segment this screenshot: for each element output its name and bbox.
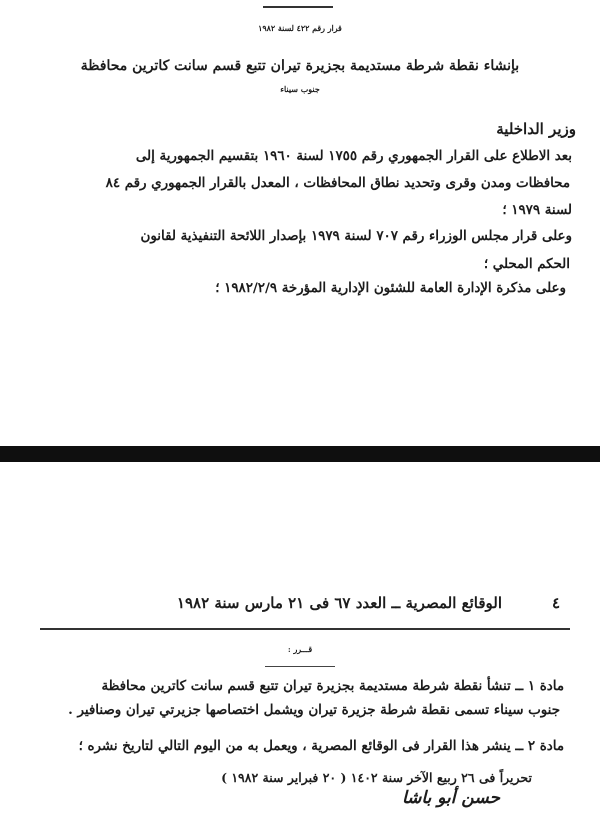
article-1-line-2: جنوب سيناء تسمى نقطة شرطة جزيرة تيران ويشمل اختصاصها جزيرتي تيران وصنافير .	[68, 702, 560, 718]
page-number: ٤	[551, 594, 560, 612]
preamble-line-3: لسنة ١٩٧٩ ؛	[502, 202, 572, 218]
gazette-header-text: الوقائع المصرية ــ العدد ٦٧ فى ٢١ مارس سنة ١٩٨٢	[176, 594, 502, 612]
minister-heading: وزير الداخلية	[496, 120, 576, 138]
preamble-line-6: وعلى مذكرة الإدارة العامة للشئون الإدارية المؤرخة ١٩٨٢/٢/٩ ؛	[215, 280, 566, 296]
preamble-line-1: بعد الاطلاع على القرار الجمهوري رقم ١٧٥٥ لسنة ١٩٦٠ بتقسيم الجمهورية إلى	[135, 148, 572, 164]
article-2: مادة ٢ ــ ينشر هذا القرار فى الوقائع المصرية ، ويعمل به من اليوم التالي لتاريخ نشره ؛	[78, 738, 564, 754]
top-rule	[263, 6, 333, 8]
section-separator-bar	[0, 446, 600, 462]
article-1-line-1: مادة ١ ــ تنشأ نقطة شرطة مستديمة بجزيرة تيران تتبع قسم سانت كاترين محافظة	[101, 678, 564, 694]
dated-line: تحريراً فى ٢٦ ربيع الآخر سنة ١٤٠٢ ( ٢٠ فبراير سنة ١٩٨٢ )	[221, 770, 532, 785]
qarar-heading: قـــرر :	[287, 645, 313, 654]
decree-subject-line1: بإنشاء نقطة شرطة مستديمة بجزيرة تيران تتبع قسم سانت كاترين محافظة	[80, 58, 520, 74]
decree-title: قرار رقم ٤٢٢ لسنة ١٩٨٢	[258, 24, 342, 33]
preamble-line-5: الحكم المحلي ؛	[483, 256, 570, 272]
preamble-line-4: وعلى قرار مجلس الوزراء رقم ٧٠٧ لسنة ١٩٧٩ بإصدار اللائحة التنفيذية لقانون	[140, 228, 572, 244]
decree-subject-line2: جنوب سيناء	[280, 84, 320, 94]
header-rule	[40, 628, 570, 630]
signature: حسن أبو باشا	[401, 788, 500, 808]
qarar-underline	[265, 666, 335, 667]
preamble-line-2: محافظات ومدن وقرى وتحديد نطاق المحافظات ، المعدل بالقرار الجمهوري رقم ٨٤	[105, 175, 570, 191]
